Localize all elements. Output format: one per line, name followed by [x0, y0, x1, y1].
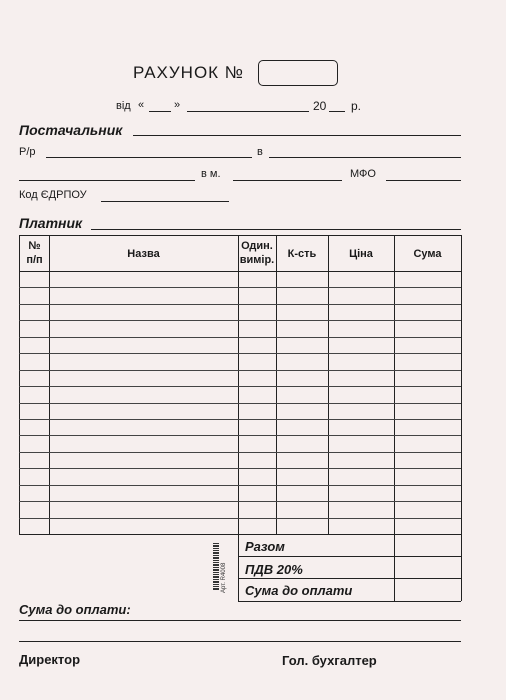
mfo-field[interactable]: [386, 180, 461, 181]
totals-bottom-border: [238, 601, 461, 602]
city-label: в м.: [201, 168, 221, 180]
amount-to-pay-label: Сума до оплати:: [19, 602, 131, 617]
supplier-field[interactable]: [133, 135, 461, 136]
col-unit-line2: вимір.: [239, 254, 275, 266]
table-row[interactable]: [19, 435, 461, 436]
table-row[interactable]: [19, 386, 461, 387]
col-divider-3: [276, 235, 277, 534]
to-pay-label: Сума до оплати: [245, 583, 353, 598]
date-prefix: від: [116, 100, 131, 112]
payer-label: Платник: [19, 215, 83, 231]
accountant-label: Гол. бухгалтер: [282, 653, 377, 668]
city-field[interactable]: [233, 180, 342, 181]
table-row[interactable]: [19, 370, 461, 371]
col-divider-1: [49, 235, 50, 534]
invoice-title: РАХУНОК №: [133, 63, 245, 82]
table-row[interactable]: [19, 353, 461, 354]
col-number-line2: п/п: [26, 254, 43, 266]
supplier-label: Постачальник: [19, 122, 123, 138]
day-field[interactable]: [149, 111, 171, 112]
col-number-line1: №: [28, 240, 41, 252]
director-label: Директор: [19, 652, 81, 667]
col-name-header: Назва: [127, 248, 160, 260]
table-row[interactable]: [19, 320, 461, 321]
table-right-border: [461, 235, 462, 601]
barcode-icon: [211, 539, 235, 597]
amount-field-line2[interactable]: [19, 641, 461, 642]
subtotal-row-line: [238, 556, 461, 557]
vat-label: ПДВ 20%: [245, 562, 303, 577]
table-row[interactable]: [19, 452, 461, 453]
year-suffix: р.: [351, 99, 362, 113]
table-row[interactable]: [19, 403, 461, 404]
invoice-number-box[interactable]: [258, 60, 338, 86]
vat-row-line: [238, 578, 461, 579]
col-divider-4: [328, 235, 329, 534]
year-prefix: 20: [313, 99, 327, 113]
col-divider-5: [394, 235, 395, 601]
edrpou-label: Код ЄДРПОУ: [19, 189, 87, 201]
col-unit-header: [238, 239, 276, 267]
barcode-caption: Арт. R4008: [221, 562, 227, 593]
edrpou-field[interactable]: [101, 201, 229, 202]
col-unit-line1: Один.: [241, 240, 273, 252]
month-field[interactable]: [187, 111, 309, 112]
bank-field[interactable]: [269, 157, 461, 158]
quote-close: »: [174, 99, 181, 111]
col-qty-header: К-сть: [287, 248, 317, 260]
table-row[interactable]: [19, 287, 461, 288]
mfo-label: МФО: [350, 168, 376, 180]
col-number-header: [20, 239, 49, 267]
payer-field[interactable]: [91, 229, 461, 230]
bank-extra-field[interactable]: [19, 180, 195, 181]
table-row[interactable]: [19, 419, 461, 420]
table-left-border: [19, 235, 20, 534]
table-row[interactable]: [19, 468, 461, 469]
quote-open: «: [138, 99, 145, 111]
table-row[interactable]: [19, 518, 461, 519]
account-field[interactable]: [46, 157, 252, 158]
col-price-header: Ціна: [349, 248, 373, 260]
table-bottom-border: [19, 534, 461, 535]
table-row[interactable]: [19, 485, 461, 486]
amount-field-line1[interactable]: [19, 620, 461, 621]
col-divider-2: [238, 235, 239, 601]
year-field[interactable]: [329, 111, 345, 112]
bank-in-label: в: [257, 146, 263, 158]
table-row[interactable]: [19, 337, 461, 338]
account-label: Р/р: [19, 146, 36, 158]
col-sum-header: Сума: [413, 248, 442, 260]
subtotal-label: Разом: [245, 539, 285, 554]
table-row[interactable]: [19, 501, 461, 502]
table-row[interactable]: [19, 304, 461, 305]
